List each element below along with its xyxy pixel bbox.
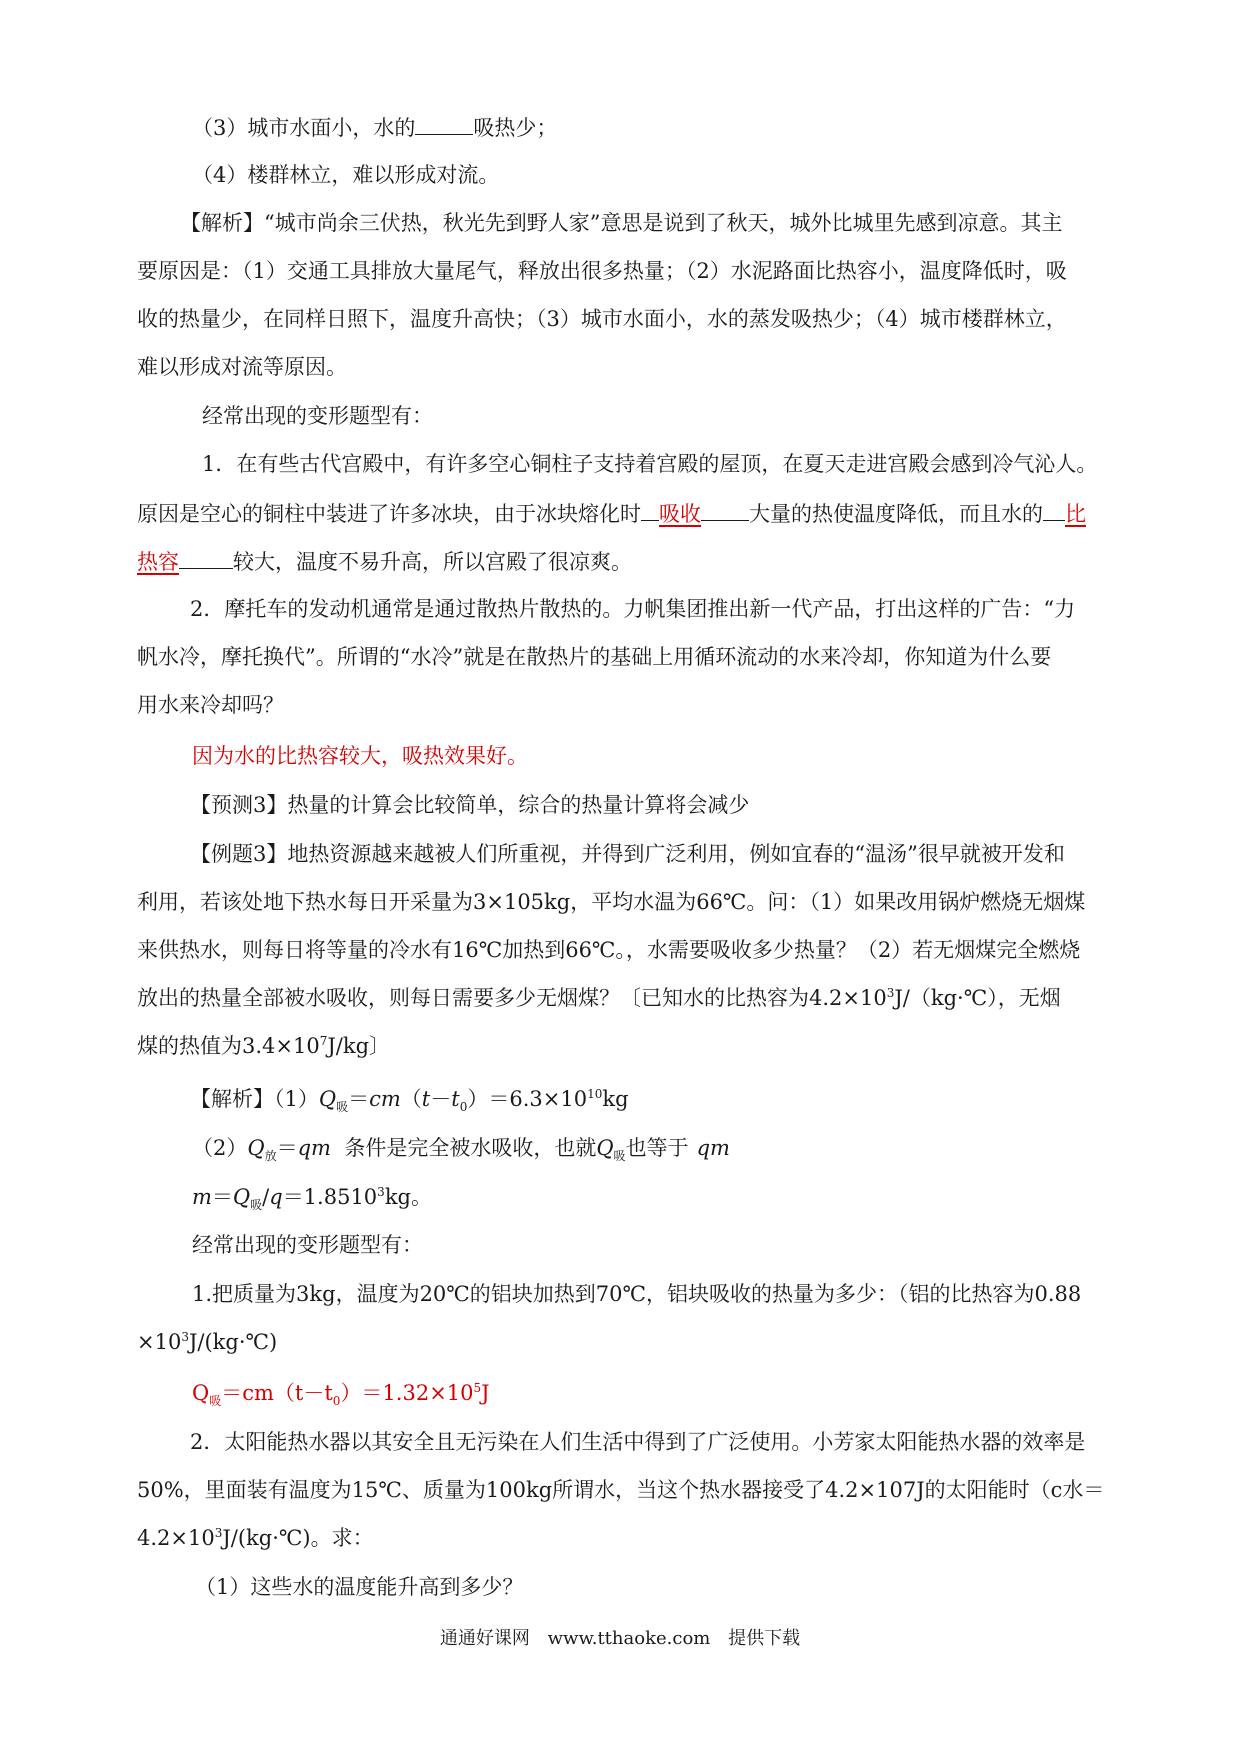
answer-line: 因为水的比热容较大，吸热效果好。 — [192, 744, 528, 768]
text: ＝ — [211, 1185, 233, 1209]
text-line: 50%，里面装有温度为15℃、质量为100kg所谓水，当这个热水器接受了4.2×107J的太阳能时（c水＝ — [137, 1478, 1105, 1502]
text: ×10 — [137, 1330, 182, 1354]
superscript: 3 — [886, 986, 895, 1000]
text: ）＝1.32×10 — [340, 1381, 474, 1405]
text: ＝cm（t－t — [221, 1381, 333, 1405]
answer-absorb: 吸收 — [659, 502, 701, 526]
subscript: 吸 — [613, 1149, 626, 1164]
answer-specific-heat-part1: 比 — [1065, 502, 1086, 526]
text-line: 利用，若该处地下热水每日开采量为3×105kg，平均水温为66℃。问：（1）如果改用锅炉燃烧无烟煤 — [137, 890, 1086, 914]
text: ＝1.8510 — [282, 1185, 378, 1209]
symbol: Q — [247, 1136, 265, 1160]
text-line — [137, 1032, 1122, 1060]
text-line — [137, 1328, 1122, 1356]
text: （2） — [192, 1136, 248, 1160]
superscript: 3 — [181, 1330, 189, 1344]
text-line — [137, 984, 1122, 1012]
text: J — [481, 1381, 490, 1405]
text: 较大，温度不易升高，所以宫殿了很凉爽。 — [233, 550, 632, 574]
underline — [701, 498, 749, 521]
text: kg — [602, 1087, 629, 1111]
page-footer — [0, 1627, 1240, 1651]
symbol: Q — [232, 1185, 251, 1209]
symbol: Q — [318, 1087, 337, 1111]
text-line — [137, 1524, 1122, 1552]
text-line: 1.把质量为3kg，温度为20℃的铝块加热到70℃，铝块吸收的热量为多少：（铝的比热容为0.88 — [192, 1282, 1082, 1306]
text-line: （1）这些水的温度能升高到多少？ — [195, 1575, 524, 1599]
symbol: t — [421, 1087, 431, 1111]
subscript: 0 — [332, 1394, 341, 1409]
subscript: 放 — [264, 1149, 277, 1164]
text-line: 【例题3】地热资源越来越被人们所重视，并得到广泛利用，例如宜春的“温汤”很早就被开发和 — [190, 842, 1065, 866]
text: Q — [192, 1381, 210, 1405]
text-line: 2．太阳能热水器以其安全且无污染在人们生活中得到了广泛使用。小芳家太阳能热水器的效率是 — [190, 1430, 1086, 1454]
text: 吸热少； — [473, 116, 558, 140]
symbol: qm — [696, 1136, 730, 1160]
underline — [641, 498, 659, 521]
superscript: 3 — [214, 1526, 223, 1540]
text: kg。 — [384, 1185, 432, 1209]
symbol: cm — [369, 1087, 401, 1111]
text-line: 经常出现的变形题型有： — [202, 404, 433, 428]
subscript: 吸 — [336, 1100, 349, 1115]
text: 大量的热使温度降低，而且水的 — [749, 502, 1043, 526]
subscript: 0 — [459, 1100, 468, 1115]
text-line: 收的热量少，在同样日照下，温度升高快；（3）城市水面小，水的蒸发吸热少；（4）城市楼群林立， — [137, 307, 1067, 331]
formula-line — [190, 1085, 1175, 1113]
text-line: （4）楼群林立，难以形成对流。 — [192, 163, 500, 187]
text: ）＝6.3×10 — [467, 1087, 588, 1111]
text: （ — [400, 1087, 422, 1111]
fill-blank — [415, 112, 473, 135]
text-line: 【解析】“城市尚余三伏热，秋光先到野人家”意思是说到了秋天，城外比城里先感到凉意。其主 — [180, 211, 1063, 235]
text: 也等于 — [625, 1136, 689, 1160]
footer-url[interactable]: www.tthaoke.com — [547, 1628, 711, 1649]
text-line: 来供热水，则每日将等量的冷水有16℃加热到66℃。，水需要吸收多少热量？（2）若无烟煤完全燃烧 — [137, 938, 1081, 962]
text-line: 经常出现的变形题型有： — [192, 1233, 423, 1257]
text-line: 1．在有些古代宫殿中，有许多空心铜柱子支持着宫殿的屋顶，在夏天走进宫殿会感到冷气沁人。 — [202, 452, 1098, 476]
answer-specific-heat-part2: 热容 — [137, 550, 179, 574]
text-line: 2．摩托车的发动机通常是通过散热片散热的。力帆集团推出新一代产品，打出这样的广告：“力 — [190, 597, 1076, 621]
text-line: 用水来冷却吗？ — [137, 693, 284, 717]
text: J/kg〕 — [327, 1034, 391, 1058]
symbol: Q — [596, 1136, 614, 1160]
text: ＝ — [276, 1136, 298, 1160]
text: － — [430, 1087, 452, 1111]
text: J/(kg·℃) — [188, 1330, 278, 1354]
text: J/(kg·℃)。求： — [222, 1526, 374, 1550]
text: J/（kg·℃），无烟 — [894, 986, 1061, 1010]
superscript: 7 — [319, 1034, 328, 1048]
text: （3）城市水面小，水的 — [192, 116, 416, 140]
text: 【解析】（1） — [190, 1087, 319, 1111]
symbol: q — [269, 1185, 283, 1209]
subscript: 吸 — [250, 1198, 263, 1213]
formula-line — [192, 1134, 1177, 1162]
text-line: 【预测3】热量的计算会比较简单，综合的热量计算将会减少 — [190, 793, 750, 817]
symbol: t — [451, 1087, 460, 1111]
footer-suffix: 提供下载 — [728, 1628, 801, 1649]
superscript: 10 — [587, 1087, 603, 1101]
text-line: 帆水冷，摩托换代”。所谓的“水冷”就是在散热片的基础上用循环流动的水来冷却，你知道为什么要 — [137, 645, 1052, 669]
superscript: 3 — [377, 1185, 385, 1199]
text-line — [137, 498, 1122, 528]
subscript: 吸 — [209, 1394, 222, 1409]
text: 放出的热量全部被水吸收，则每日需要多少无烟煤？〔已知水的比热容为4.2×10 — [137, 986, 887, 1010]
text-line: 难以形成对流等原因。 — [137, 355, 347, 379]
text-line: 要原因是：（1）交通工具排放大量尾气，释放出很多热量；（2）水泥路面比热容小，温度降低时，吸 — [137, 259, 1067, 283]
footer-site-name: 通通好课网 — [439, 1628, 530, 1649]
text: / — [262, 1185, 270, 1209]
text: 4.2×10 — [137, 1526, 215, 1550]
answer-line — [192, 1379, 1177, 1407]
symbol: m — [192, 1185, 212, 1209]
text-line — [137, 546, 1122, 576]
text-line — [192, 112, 1122, 142]
superscript: 5 — [473, 1381, 482, 1395]
text: 原因是空心的铜柱中装进了许多冰块，由于冰块熔化时 — [137, 502, 641, 526]
text: ＝ — [348, 1087, 370, 1111]
symbol: qm — [297, 1136, 331, 1160]
formula-line — [192, 1183, 1177, 1211]
underline — [1043, 498, 1065, 521]
text: 条件是完全被水吸收，也就 — [330, 1136, 597, 1160]
underline — [179, 546, 233, 569]
text: 煤的热值为3.4×10 — [137, 1034, 320, 1058]
